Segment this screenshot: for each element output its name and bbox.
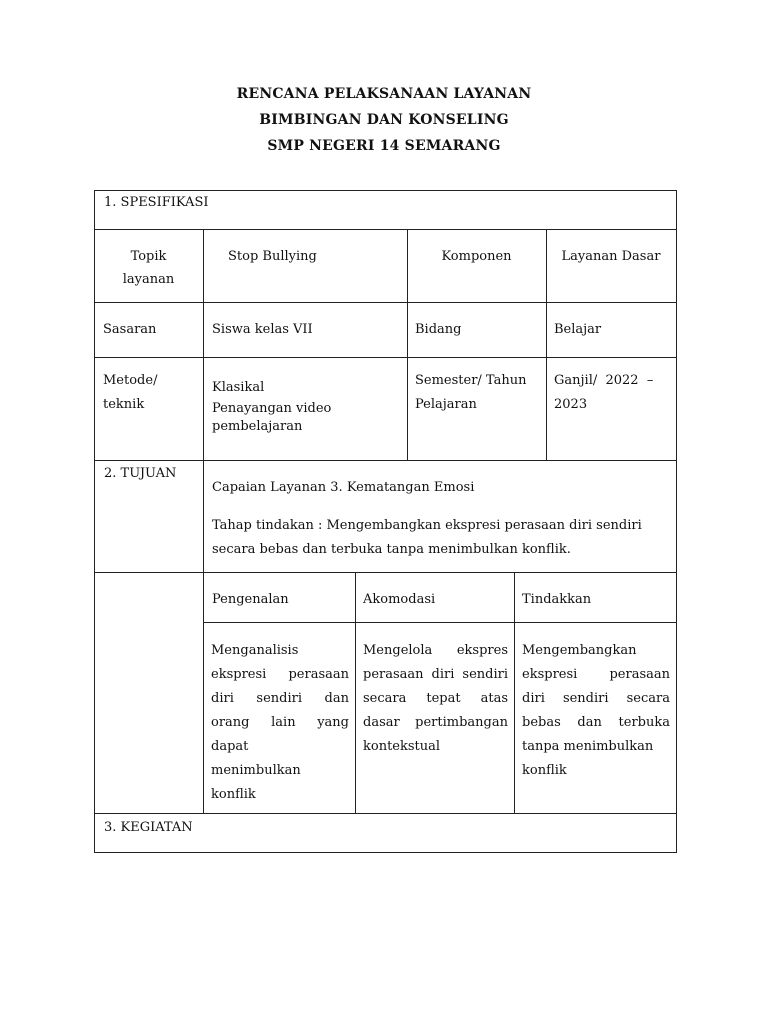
- bidang-value: Belajar: [554, 322, 602, 337]
- topik-label-line-2: layanan: [122, 272, 175, 287]
- doc-title-line-1: RENCANA PELAKSANAAN LAYANAN: [236, 86, 532, 102]
- capaian-layanan: Capaian Layanan 3. Kematangan Emosi: [212, 480, 475, 495]
- metode-value-line-2: Penayangan video: [212, 401, 332, 416]
- text-line: dapat: [211, 739, 249, 754]
- section-tujuan-title: 2. TUJUAN: [104, 466, 177, 481]
- text-line: konflik: [211, 787, 256, 802]
- sasaran-label: Sasaran: [103, 322, 157, 337]
- metode-label-line-2: teknik: [103, 397, 145, 412]
- section-spesifikasi-title: 1. SPESIFIKASI: [104, 195, 209, 210]
- phase-akomodasi-text: [363, 639, 508, 759]
- tahap-tindakan-line-2: secara bebas dan terbuka tanpa menimbulkan konflik.: [212, 542, 571, 557]
- text-line: diri sendiri dan: [211, 691, 349, 706]
- semester-label-line-2: Pelajaran: [415, 397, 477, 412]
- semester-value-line-1: Ganjil/ 2022 –: [554, 373, 654, 388]
- text-line: kontekstual: [363, 739, 441, 754]
- text-line: diri sendiri secara: [522, 691, 670, 706]
- topik-label-line-1: Topik: [130, 249, 167, 264]
- text-line: Mengembangkan: [522, 643, 637, 658]
- text-line: dasar pertimbangan: [363, 715, 508, 730]
- text-line: ekspresi perasaan: [211, 667, 349, 682]
- phase-pengenalan-title: Pengenalan: [212, 592, 289, 607]
- bidang-label: Bidang: [415, 322, 462, 337]
- metode-value-line-1: Klasikal: [212, 380, 265, 395]
- text-line: Menganalisis: [211, 643, 299, 658]
- komponen-label: Komponen: [441, 249, 512, 264]
- komponen-value: Layanan Dasar: [561, 249, 661, 264]
- text-line: bebas dan terbuka: [522, 715, 670, 730]
- text-line: konflik: [522, 763, 567, 778]
- text-line: perasaan diri sendiri: [363, 667, 508, 682]
- semester-label-line-1: Semester/ Tahun: [415, 373, 527, 388]
- semester-value-line-2: 2023: [554, 397, 588, 412]
- phase-akomodasi-title: Akomodasi: [363, 592, 436, 607]
- phase-tindakkan-text: [522, 639, 670, 783]
- metode-label-line-1: Metode/: [103, 373, 158, 388]
- text-line: menimbulkan: [211, 763, 301, 778]
- doc-title-line-2: BIMBINGAN DAN KONSELING: [259, 112, 509, 128]
- tahap-tindakan-line-1: Tahap tindakan : Mengembangkan ekspresi perasaan diri sendiri: [212, 518, 642, 533]
- text-line: Mengelola ekspres: [363, 643, 508, 658]
- phase-tindakkan-title: Tindakkan: [522, 592, 592, 607]
- metode-value-line-3: pembelajaran: [212, 419, 303, 434]
- section-kegiatan-title: 3. KEGIATAN: [104, 820, 193, 835]
- text-line: secara tepat atas: [363, 691, 508, 706]
- sasaran-value: Siswa kelas VII: [212, 322, 313, 337]
- text-line: orang lain yang: [211, 715, 349, 730]
- text-line: ekspresi perasaan: [522, 667, 670, 682]
- text-line: tanpa menimbulkan: [522, 739, 654, 754]
- topik-value: Stop Bullying: [228, 249, 317, 264]
- doc-title-line-3: SMP NEGERI 14 SEMARANG: [267, 138, 501, 154]
- phase-pengenalan-text: [211, 639, 349, 807]
